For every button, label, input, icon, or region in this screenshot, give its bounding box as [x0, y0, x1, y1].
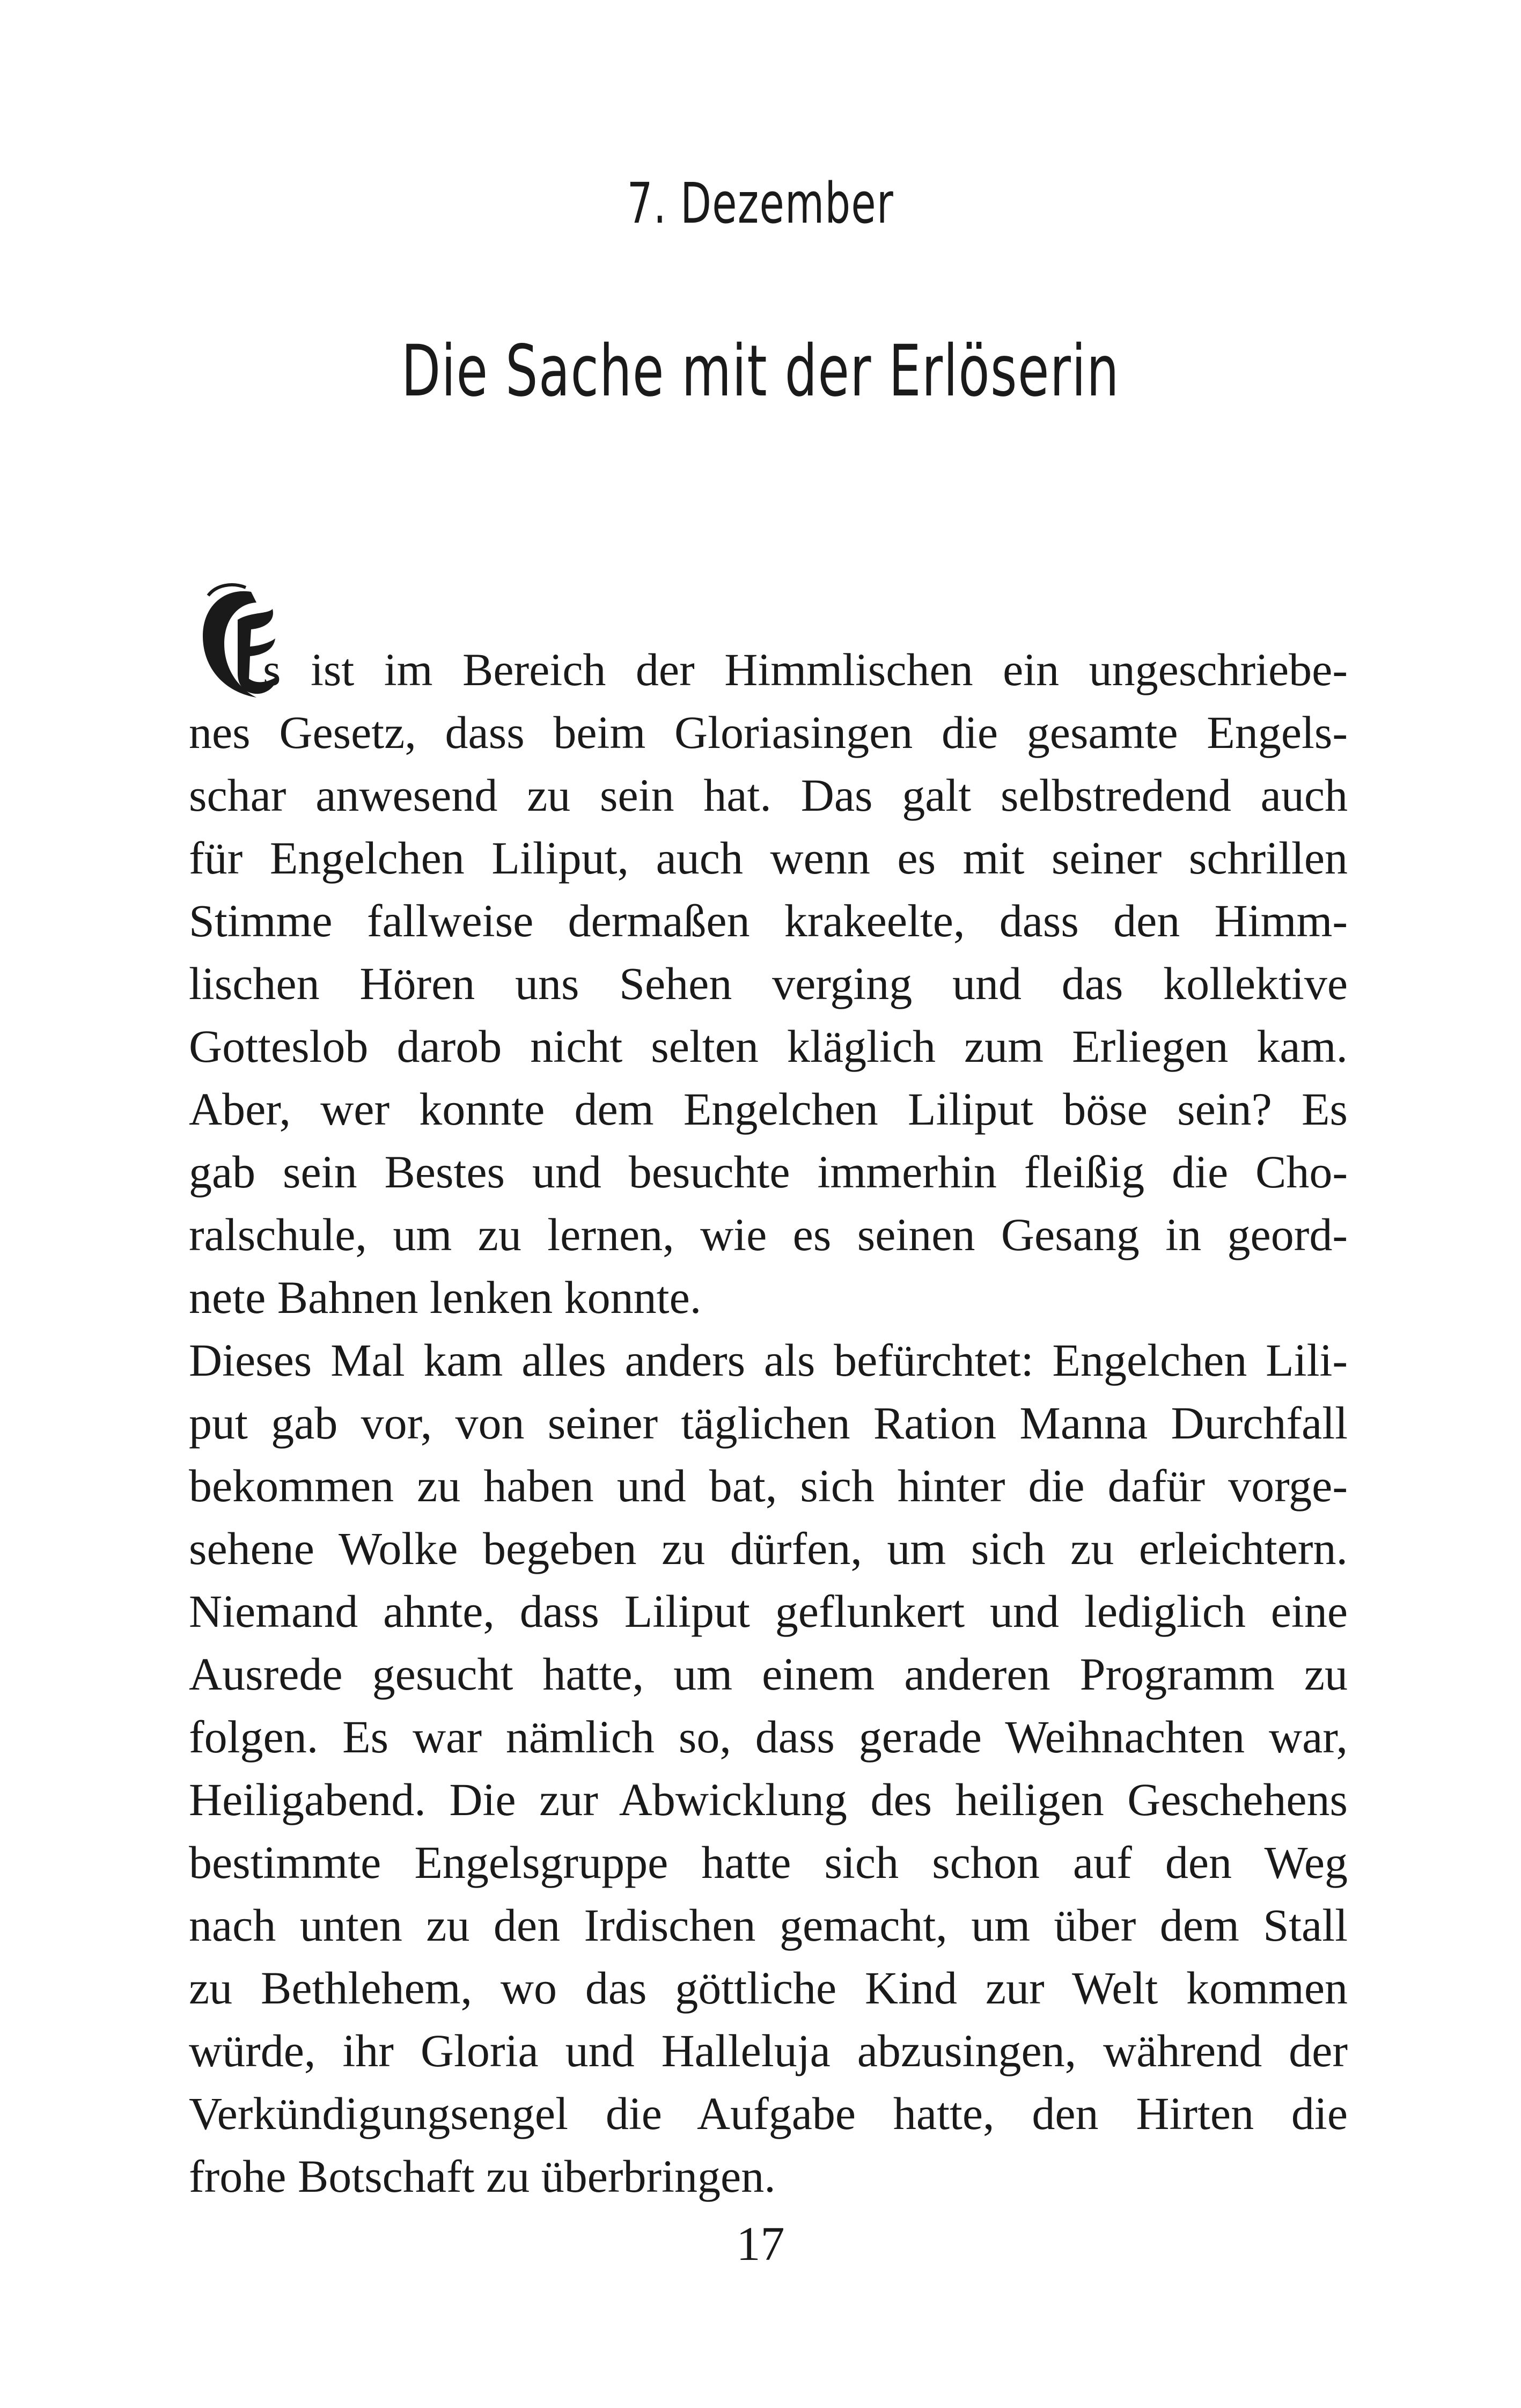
body-line: schar anwesend zu sein hat. Das galt selbstredend auch	[189, 769, 1348, 821]
body-line: folgen. Es war nämlich so, dass gerade Weihnachten war,	[189, 1711, 1348, 1763]
body-line: würde, ihr Gloria und Halleluja abzusingen, während der	[189, 2025, 1348, 2076]
chapter-title: Die Sache mit der Erlöserin	[401, 330, 1120, 413]
body-line: frohe Botschaft zu überbringen.	[189, 2150, 776, 2202]
body-line: Gotteslob darob nicht selten kläglich zum Erliegen kam.	[189, 1021, 1348, 1072]
body-line: Aber, wer konnte dem Engelchen Liliput böse sein? Es	[189, 1083, 1348, 1135]
body-line: nes Gesetz, dass beim Gloriasingen die gesamte Engels-	[189, 707, 1348, 758]
body-line: bestimmte Engelsgruppe hatte sich schon auf den Weg	[189, 1837, 1348, 1888]
body-line: sehene Wolke begeben zu dürfen, um sich zu erleichtern.	[189, 1523, 1348, 1574]
body-line: Dieses Mal kam alles anders als befürchtet: Engelchen Lili-	[189, 1334, 1348, 1386]
body-line: s ist im Bereich der Himmlischen ein ungeschriebe-	[263, 644, 1348, 695]
body-line: für Engelchen Liliput, auch wenn es mit seiner schrillen	[189, 832, 1348, 884]
body-text	[189, 638, 1348, 2208]
body-line: Heiligabend. Die zur Abwicklung des heiligen Geschehens	[189, 1774, 1348, 1825]
body-line: Niemand ahnte, dass Liliput geflunkert und lediglich eine	[189, 1585, 1348, 1637]
body-line: zu Bethlehem, wo das göttliche Kind zur Welt kommen	[189, 1962, 1348, 2014]
body-line: ralschule, um zu lernen, wie es seinen Gesang in geord-	[189, 1209, 1348, 1260]
body-line: bekommen zu haben und bat, sich hinter die dafür vorge-	[189, 1460, 1348, 1511]
page-number: 17	[736, 2218, 785, 2271]
body-line: nach unten zu den Irdischen gemacht, um über dem Stall	[189, 1899, 1348, 1951]
body-line: put gab vor, von seiner täglichen Ration Manna Durchfall	[189, 1397, 1348, 1449]
body-line: lischen Hören uns Sehen verging und das kollektive	[189, 958, 1348, 1009]
body-line: Stimme fallweise dermaßen krakeelte, dass den Himm-	[189, 895, 1348, 946]
chapter-date: 7. Dezember	[627, 171, 894, 236]
body-line: Verkündigungsengel die Aufgabe hatte, den Hirten die	[189, 2088, 1348, 2139]
body-line: Ausrede gesucht hatte, um einem anderen Programm zu	[189, 1648, 1348, 1700]
body-line: gab sein Bestes und besuchte immerhin fleißig die Cho-	[189, 1146, 1348, 1198]
body-line: nete Bahnen lenken konnte.	[189, 1272, 702, 1323]
